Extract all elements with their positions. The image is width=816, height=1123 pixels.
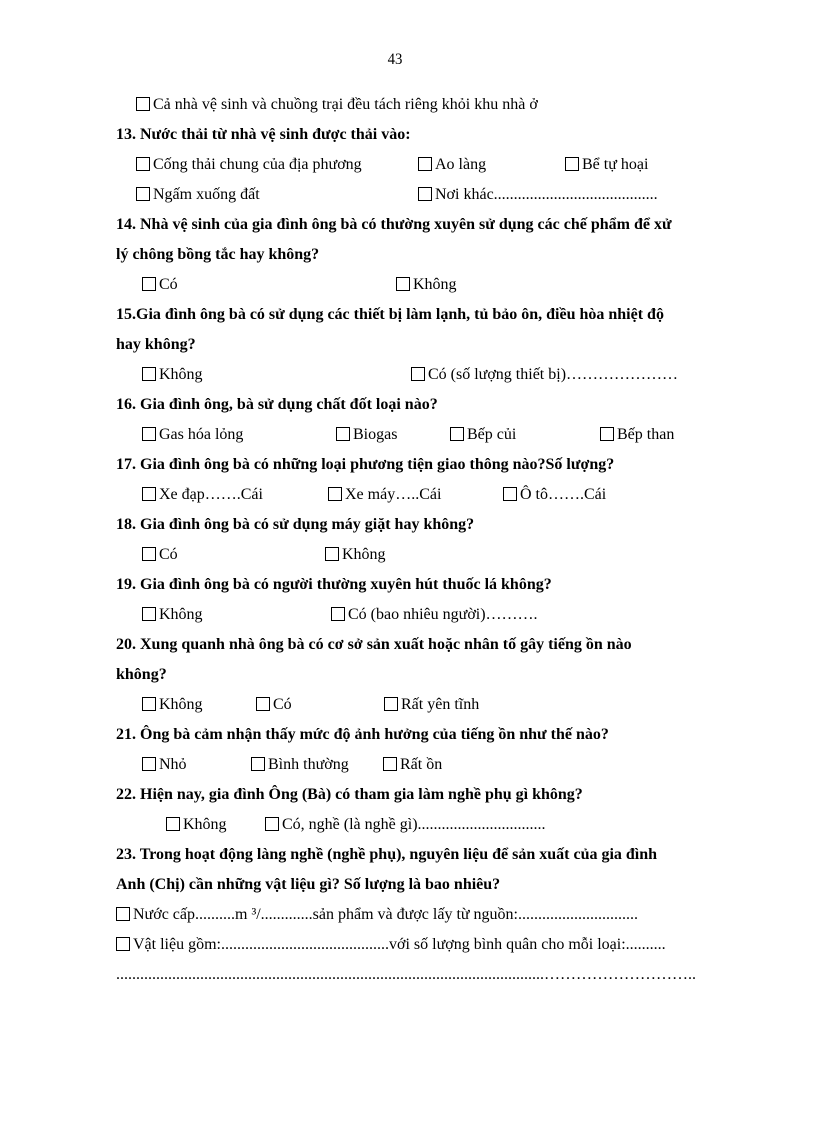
checkbox[interactable]	[142, 367, 156, 381]
q13-option-septic-tank[interactable]	[565, 155, 648, 175]
option-label: Rất ồn	[400, 756, 443, 773]
checkbox[interactable]	[142, 487, 156, 501]
question-16-title: 16. Gia đình ông, bà sử dụng chất đốt loại nào?	[116, 396, 438, 413]
q22-option-yes[interactable]	[265, 815, 546, 835]
option-label: Không	[342, 546, 386, 563]
q23-dotted-answer-line[interactable]: ...........................................................................................................………………………..	[116, 966, 696, 983]
option-label: Bếp củi	[467, 426, 517, 443]
q23-water-supply-field[interactable]	[116, 905, 638, 925]
checkbox[interactable]	[383, 757, 397, 771]
q21-option-small[interactable]	[142, 755, 187, 775]
option-label: Không	[159, 366, 203, 383]
option-label: Cả nhà vệ sinh và chuồng trại đều tách riêng khỏi khu nhà ở	[153, 96, 538, 113]
checkbox[interactable]	[142, 757, 156, 771]
option-label: Không	[159, 696, 203, 713]
checkbox[interactable]	[565, 157, 579, 171]
field-label: Nước cấp..........m ³/.............sản phẩm và được lấy từ nguồn:..............................	[133, 906, 638, 923]
question-19-title: 19. Gia đình ông bà có người thường xuyên hút thuốc lá không?	[116, 576, 552, 593]
q13-option-other[interactable]	[418, 185, 658, 205]
checkbox[interactable]	[256, 697, 270, 711]
checkbox[interactable]	[142, 607, 156, 621]
checkbox[interactable]	[325, 547, 339, 561]
checkbox[interactable]	[142, 547, 156, 561]
checkbox[interactable]	[136, 187, 150, 201]
checkbox[interactable]	[396, 277, 410, 291]
question-15-title-cont: hay không?	[116, 336, 196, 353]
q17-option-car[interactable]	[503, 485, 606, 505]
option-label: Có	[273, 696, 292, 713]
checkbox[interactable]	[450, 427, 464, 441]
q16-option-lpg[interactable]	[142, 425, 243, 445]
option-label: Ao làng	[435, 156, 487, 173]
checkbox[interactable]	[116, 907, 130, 921]
option-label: Không	[159, 606, 203, 623]
question-14-title	[116, 215, 740, 235]
q20-option-very-quiet[interactable]	[384, 695, 479, 715]
option-label: Có (số lượng thiết bị)…………………	[428, 366, 679, 383]
q15-option-yes[interactable]	[411, 365, 678, 385]
q14-option-yes[interactable]	[142, 275, 178, 295]
checkbox[interactable]	[418, 187, 432, 201]
q20-option-no[interactable]	[142, 695, 203, 715]
question-22-title: 22. Hiện nay, gia đình Ông (Bà) có tham gia làm nghề phụ gì không?	[116, 786, 583, 803]
option-label: Rất yên tĩnh	[401, 696, 480, 713]
option-label: Có	[159, 546, 178, 563]
checkbox[interactable]	[265, 817, 279, 831]
q20-option-yes[interactable]	[256, 695, 292, 715]
option-label: Không	[413, 276, 457, 293]
q17-option-motorbike[interactable]	[328, 485, 441, 505]
option-label: Nhỏ	[159, 756, 187, 773]
question-18-title: 18. Gia đình ông bà có sử dụng máy giặt hay không?	[116, 516, 475, 533]
option-label: Có, nghề (là nghề gì)................................	[282, 816, 546, 833]
q22-option-no[interactable]	[166, 815, 227, 835]
q16-option-coal[interactable]	[600, 425, 674, 445]
option-label: Có (bao nhiêu người)……….	[348, 606, 538, 623]
q23-materials-field[interactable]	[116, 935, 666, 955]
field-label: Vật liệu gồm:..........................................với số lượng bình quân cho mỗi loại:..........	[133, 936, 666, 953]
option-label: Có	[159, 276, 178, 293]
option-label: Bể tự hoại	[582, 156, 649, 173]
checkbox[interactable]	[384, 697, 398, 711]
q13-option-ground[interactable]	[136, 185, 260, 205]
checkbox[interactable]	[411, 367, 425, 381]
checkbox[interactable]	[331, 607, 345, 621]
option-label: Gas hóa lỏng	[159, 426, 244, 443]
question-13-title: 13. Nước thải từ nhà vệ sinh được thải vào:	[116, 126, 411, 143]
question-20-title: 20. Xung quanh nhà ông bà có cơ sở sản xuất hoặc nhân tố gây tiếng ồn nào	[116, 636, 632, 653]
q18-option-no[interactable]	[325, 545, 386, 565]
option-separate-facilities[interactable]	[136, 95, 538, 115]
checkbox[interactable]	[251, 757, 265, 771]
question-20-title-cont: không?	[116, 666, 167, 683]
q17-option-bicycle[interactable]	[142, 485, 263, 505]
checkbox[interactable]	[166, 817, 180, 831]
checkbox[interactable]	[336, 427, 350, 441]
question-17-title: 17. Gia đình ông bà có những loại phương tiện giao thông nào?Số lượng?	[116, 456, 615, 473]
option-label: Bình thường	[268, 756, 349, 773]
question-21-title: 21. Ông bà cảm nhận thấy mức độ ảnh hưởng của tiếng ồn như thế nào?	[116, 726, 609, 743]
q14-option-no[interactable]	[396, 275, 457, 295]
q18-option-yes[interactable]	[142, 545, 178, 565]
question-23-title: 23. Trong hoạt động làng nghề (nghề phụ), nguyên liệu để sản xuất của gia đình	[116, 846, 658, 863]
checkbox[interactable]	[142, 277, 156, 291]
q15-option-no[interactable]	[142, 365, 203, 385]
checkbox[interactable]	[116, 937, 130, 951]
checkbox[interactable]	[503, 487, 517, 501]
q13-option-pond[interactable]	[418, 155, 486, 175]
page-number: 43	[387, 51, 403, 68]
option-label: Ngấm xuống đất	[153, 186, 260, 203]
option-label: Nơi khác.........................................	[435, 186, 658, 203]
q16-option-biogas[interactable]	[336, 425, 397, 445]
checkbox[interactable]	[418, 157, 432, 171]
option-label: Không	[183, 816, 227, 833]
q21-option-very-noisy[interactable]	[383, 755, 442, 775]
checkbox[interactable]	[142, 427, 156, 441]
option-label: Xe máy…..Cái	[345, 486, 442, 503]
option-label: Xe đạp…….Cái	[159, 486, 263, 503]
checkbox[interactable]	[328, 487, 342, 501]
q13-option-public-drain[interactable]	[136, 155, 362, 175]
option-label: Ô tô…….Cái	[520, 486, 607, 503]
option-label: Bếp than	[617, 426, 675, 443]
checkbox[interactable]	[600, 427, 614, 441]
q19-option-yes[interactable]	[331, 605, 538, 625]
question-23-title-cont: Anh (Chị) cần những vật liệu gì? Số lượng là bao nhiêu?	[116, 876, 501, 893]
q19-option-no[interactable]	[142, 605, 203, 625]
checkbox[interactable]	[136, 97, 150, 111]
checkbox[interactable]	[136, 157, 150, 171]
question-15-title: 15.Gia đình ông bà có sử dụng các thiết bị làm lạnh, tủ bảo ôn, điều hòa nhiệt độ	[116, 306, 664, 323]
question-14-title-cont: lý chông bồng tắc hay không?	[116, 246, 320, 263]
q16-option-firewood[interactable]	[450, 425, 516, 445]
checkbox[interactable]	[142, 697, 156, 711]
option-label: Cống thải chung của địa phương	[153, 156, 362, 173]
option-label: Biogas	[353, 426, 398, 443]
q21-option-normal[interactable]	[251, 755, 349, 775]
question-text: 14. Nhà vệ sinh của gia đình ông bà có thường xuyên sử dụng các chế phẩm để xử	[116, 216, 672, 233]
